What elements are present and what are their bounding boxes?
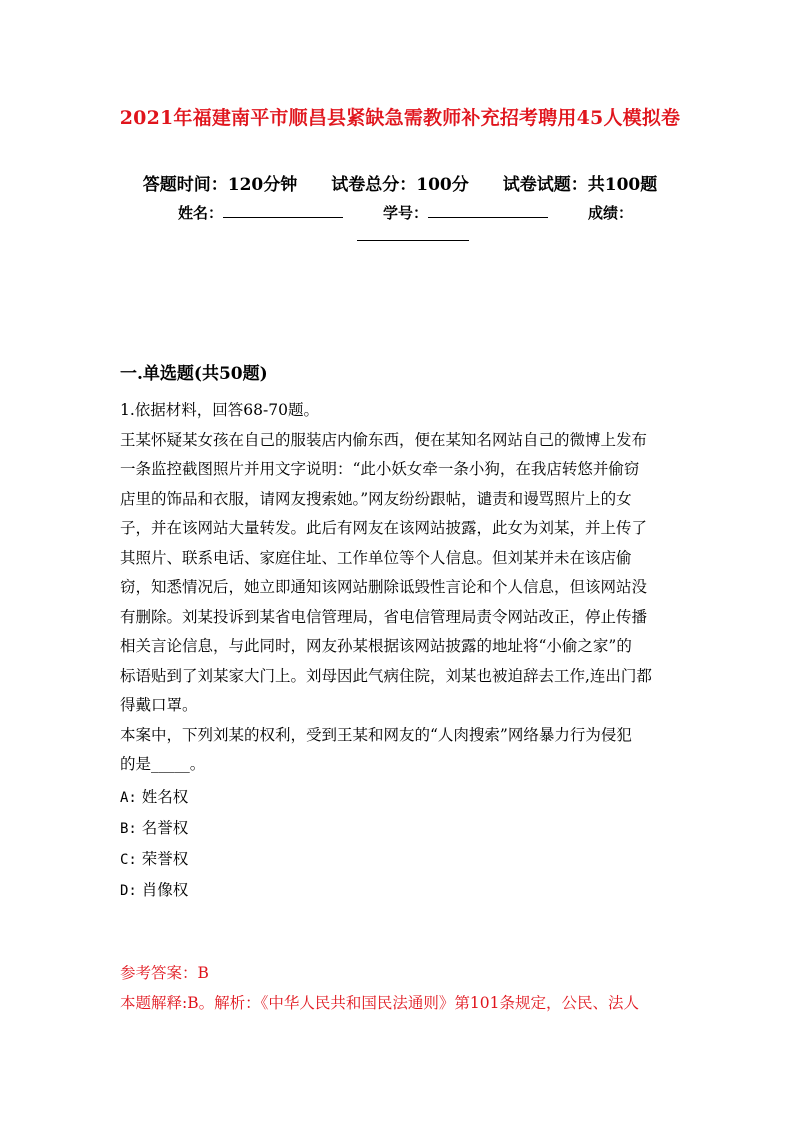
question-line: 标语贴到了刘某家大门上。刘母因此气病住院，刘某也被迫辞去工作,连出门都 bbox=[120, 666, 652, 685]
identity-row bbox=[178, 202, 633, 223]
question-line: 1.依据材料，回答68-70题。 bbox=[120, 401, 319, 419]
option-text: 姓名权 bbox=[141, 787, 189, 806]
question-line: 其照片、联系电话、家庭住址、工作单位等个人信息。但刘某并未在该店偷 bbox=[120, 548, 632, 567]
reference-answer: 参考答案：B bbox=[120, 964, 209, 982]
question-line: 有删除。刘某投诉到某省电信管理局，省电信管理局责令网站改正，停止传播 bbox=[120, 607, 648, 626]
option-label: C: bbox=[120, 851, 137, 868]
option-label: B: bbox=[120, 820, 137, 837]
question-line: 的是_____。 bbox=[120, 755, 206, 773]
answer-options bbox=[120, 782, 680, 906]
question-line: 得戴口罩。 bbox=[120, 696, 198, 714]
question-line: 子，并在该网站大量转发。此后有网友在该网站披露，此女为刘某，并上传了 bbox=[120, 519, 648, 537]
option-label: A: bbox=[120, 789, 137, 806]
exam-time: 答题时间：120分钟 bbox=[142, 175, 298, 195]
option-text: 荣誉权 bbox=[141, 849, 189, 868]
score-blank[interactable] bbox=[357, 226, 469, 241]
exam-meta bbox=[0, 170, 800, 195]
question-line: 王某怀疑某女孩在自己的服装店内偷东西，便在某知名网站自己的微博上发布 bbox=[120, 430, 648, 449]
option-c[interactable] bbox=[120, 844, 680, 875]
name-blank[interactable] bbox=[223, 203, 343, 218]
answer-explanation: 本题解释:B。解析：《中华人民共和国民法通则》第101条规定，公民、法人 bbox=[120, 993, 639, 1012]
option-d[interactable] bbox=[120, 875, 680, 906]
page-title: 2021年福建南平市顺昌县紧缺急需教师补充招考聘用45人模拟卷 bbox=[119, 107, 681, 129]
option-text: 名誉权 bbox=[141, 818, 189, 837]
answer-block bbox=[120, 959, 639, 1018]
exam-total-score: 试卷总分：100分 bbox=[331, 175, 469, 195]
option-b[interactable] bbox=[120, 813, 680, 844]
question-line: 相关言论信息，与此同时，网友孙某根据该网站披露的地址将“小偷之家”的 bbox=[120, 637, 632, 655]
question-line: 店里的饰品和衣服，请网友搜索她。”网友纷纷跟帖，谴责和谩骂照片上的女 bbox=[120, 489, 632, 508]
student-id-blank[interactable] bbox=[428, 203, 548, 218]
question-block bbox=[120, 396, 680, 906]
exam-question-count: 试卷试题：共100题 bbox=[502, 175, 658, 195]
question-line: 本案中，下列刘某的权利，受到王某和网友的“人肉搜索”网络暴力行为侵犯 bbox=[120, 725, 632, 744]
option-label: D: bbox=[120, 882, 137, 899]
student-id-label: 学号： bbox=[383, 204, 429, 222]
option-a[interactable] bbox=[120, 782, 680, 813]
option-text: 肖像权 bbox=[141, 880, 189, 899]
name-label: 姓名： bbox=[178, 204, 224, 222]
score-label: 成绩： bbox=[588, 204, 634, 222]
question-line: 窃，知悉情况后，她立即通知该网站删除诋毁性言论和个人信息，但该网站没 bbox=[120, 578, 648, 596]
question-line: 一条监控截图照片并用文字说明：“此小妖女牵一条小狗，在我店转悠并偷窃 bbox=[120, 460, 640, 478]
section-title: 一.单选题(共50题) bbox=[120, 364, 268, 384]
